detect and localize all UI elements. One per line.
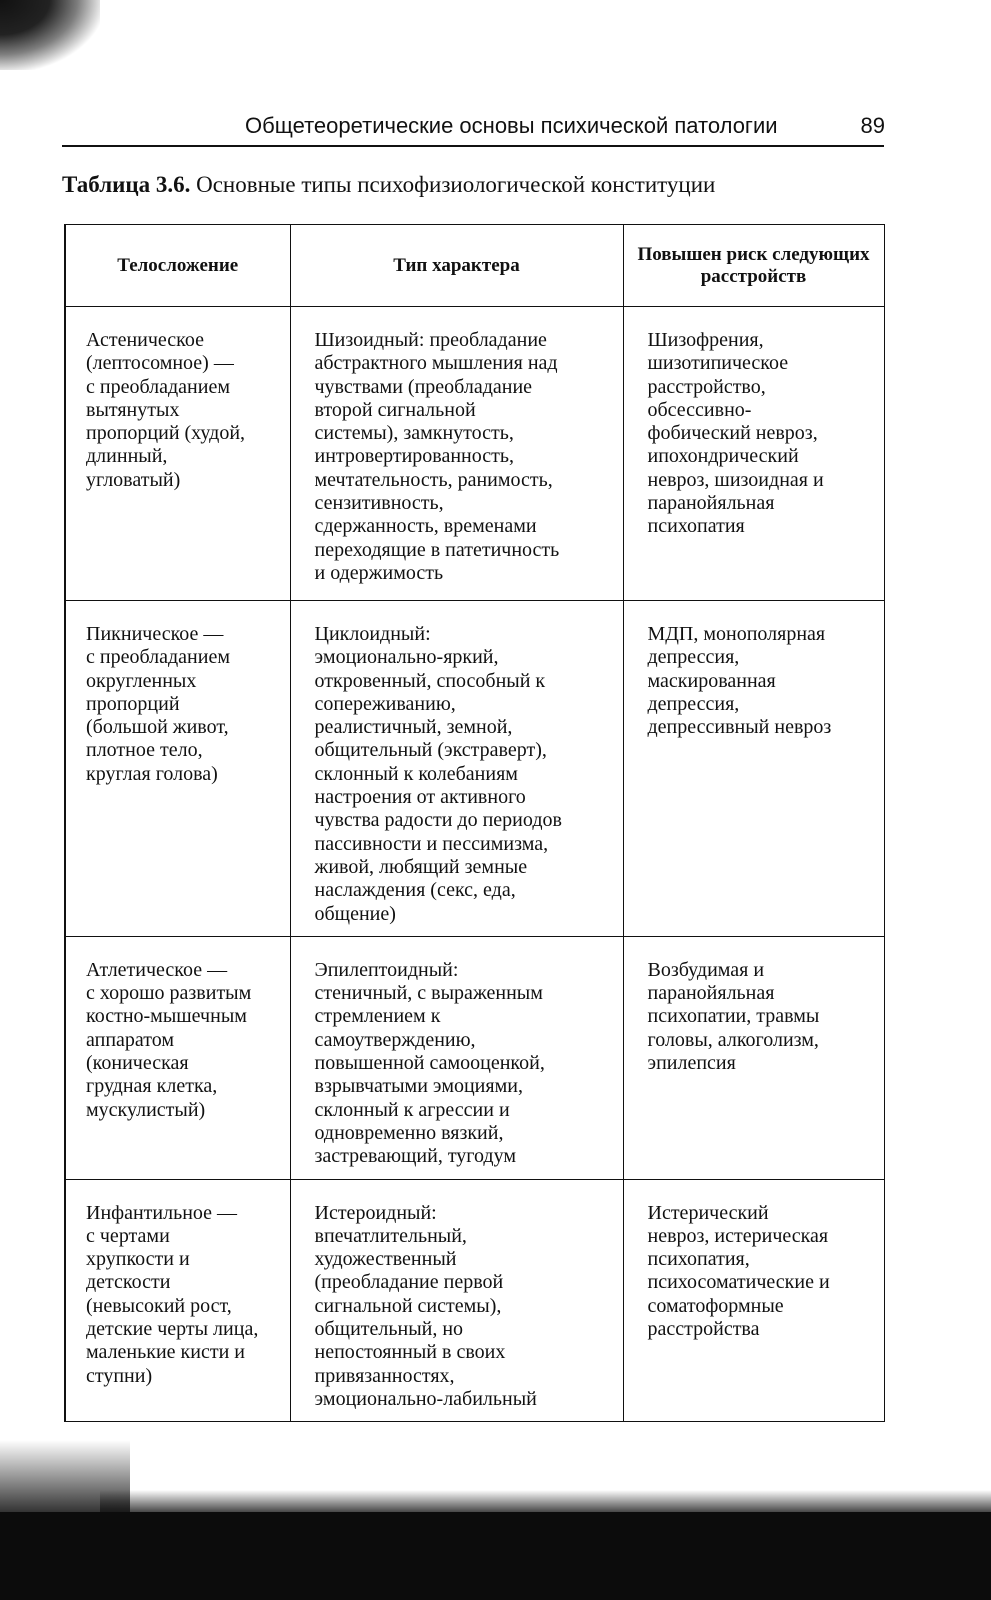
header-risk: Повышен риск следующих расстройств <box>623 225 884 307</box>
cell-character-type: Циклоидный: эмоционально-яркий, откровенный, способный к сопереживанию, реалистичный, земной, общительный (экстраверт), склонный к колебаниям настроения от активного чувства радости до периодов пассивности и пессимизма, живой, любящий земные наслаждения (секс, еда, общение) <box>290 601 623 937</box>
cell-risk: Шизофрения, шизотипическое расстройство, обсессивно- фобический невроз, ипохондрический невроз, шизоидная и паранойяльная психопатия <box>623 307 884 601</box>
table-header-row <box>65 225 884 307</box>
table-row <box>65 1179 884 1422</box>
constitution-table <box>64 224 885 1422</box>
table-row <box>65 601 884 937</box>
table-row <box>65 936 884 1179</box>
header-character-type: Тип характера <box>290 225 623 307</box>
table-caption-text: Основные типы психофизиологической конституции <box>196 172 716 197</box>
header-body-type: Телосложение <box>65 225 290 307</box>
header-rule <box>62 145 884 147</box>
page-number: 89 <box>860 113 885 138</box>
scan-page-curve <box>100 1490 991 1514</box>
cell-body-type: Астеническое (лептосомное) — с преобладанием вытянутых пропорций (худой, длинный, угловатый) <box>65 307 290 601</box>
cell-character-type: Истероидный: впечатлительный, художественный (преобладание первой сигнальной системы), общительный, но непостоянный в своих привязанностях, эмоционально-лабильный <box>290 1179 623 1422</box>
cell-body-type: Атлетическое — с хорошо развитым костно-мышечным аппаратом (коническая грудная клетка, мускулистый) <box>65 936 290 1179</box>
cell-body-type: Инфантильное — с чертами хрупкости и детскости (невысокий рост, детские черты лица, маленькие кисти и ступни) <box>65 1179 290 1422</box>
table-caption <box>62 172 715 198</box>
cell-risk: Возбудимая и паранойяльная психопатии, травмы головы, алкоголизм, эпилепсия <box>623 936 884 1179</box>
scan-shadow-bottom <box>0 1512 991 1600</box>
table-row <box>65 307 884 601</box>
running-head <box>245 113 885 139</box>
cell-body-type: Пикническое — с преобладанием округленных пропорций (большой живот, плотное тело, круглая голова) <box>65 601 290 937</box>
running-head-title: Общетеоретические основы психической патологии <box>245 113 778 138</box>
cell-risk: МДП, монополярная депрессия, маскированная депрессия, депрессивный невроз <box>623 601 884 937</box>
cell-character-type: Эпилептоидный: стеничный, с выраженным стремлением к самоутверждению, повышенной самооценкой, взрывчатыми эмоциями, склонный к агрессии и одновременно вязкий, застревающий, тугодум <box>290 936 623 1179</box>
table-caption-label: Таблица 3.6. <box>62 172 191 197</box>
cell-risk: Истерический невроз, истерическая психопатия, психосоматические и соматоформные расстройства <box>623 1179 884 1422</box>
cell-character-type: Шизоидный: преобладание абстрактного мышления над чувствами (преобладание второй сигнальной системы), замкнутость, интровертированность, мечтательность, ранимость, сензитивность, сдержанность, временами переходящие в патетичность и одержимость <box>290 307 623 601</box>
scan-shadow-top-left <box>0 0 100 70</box>
